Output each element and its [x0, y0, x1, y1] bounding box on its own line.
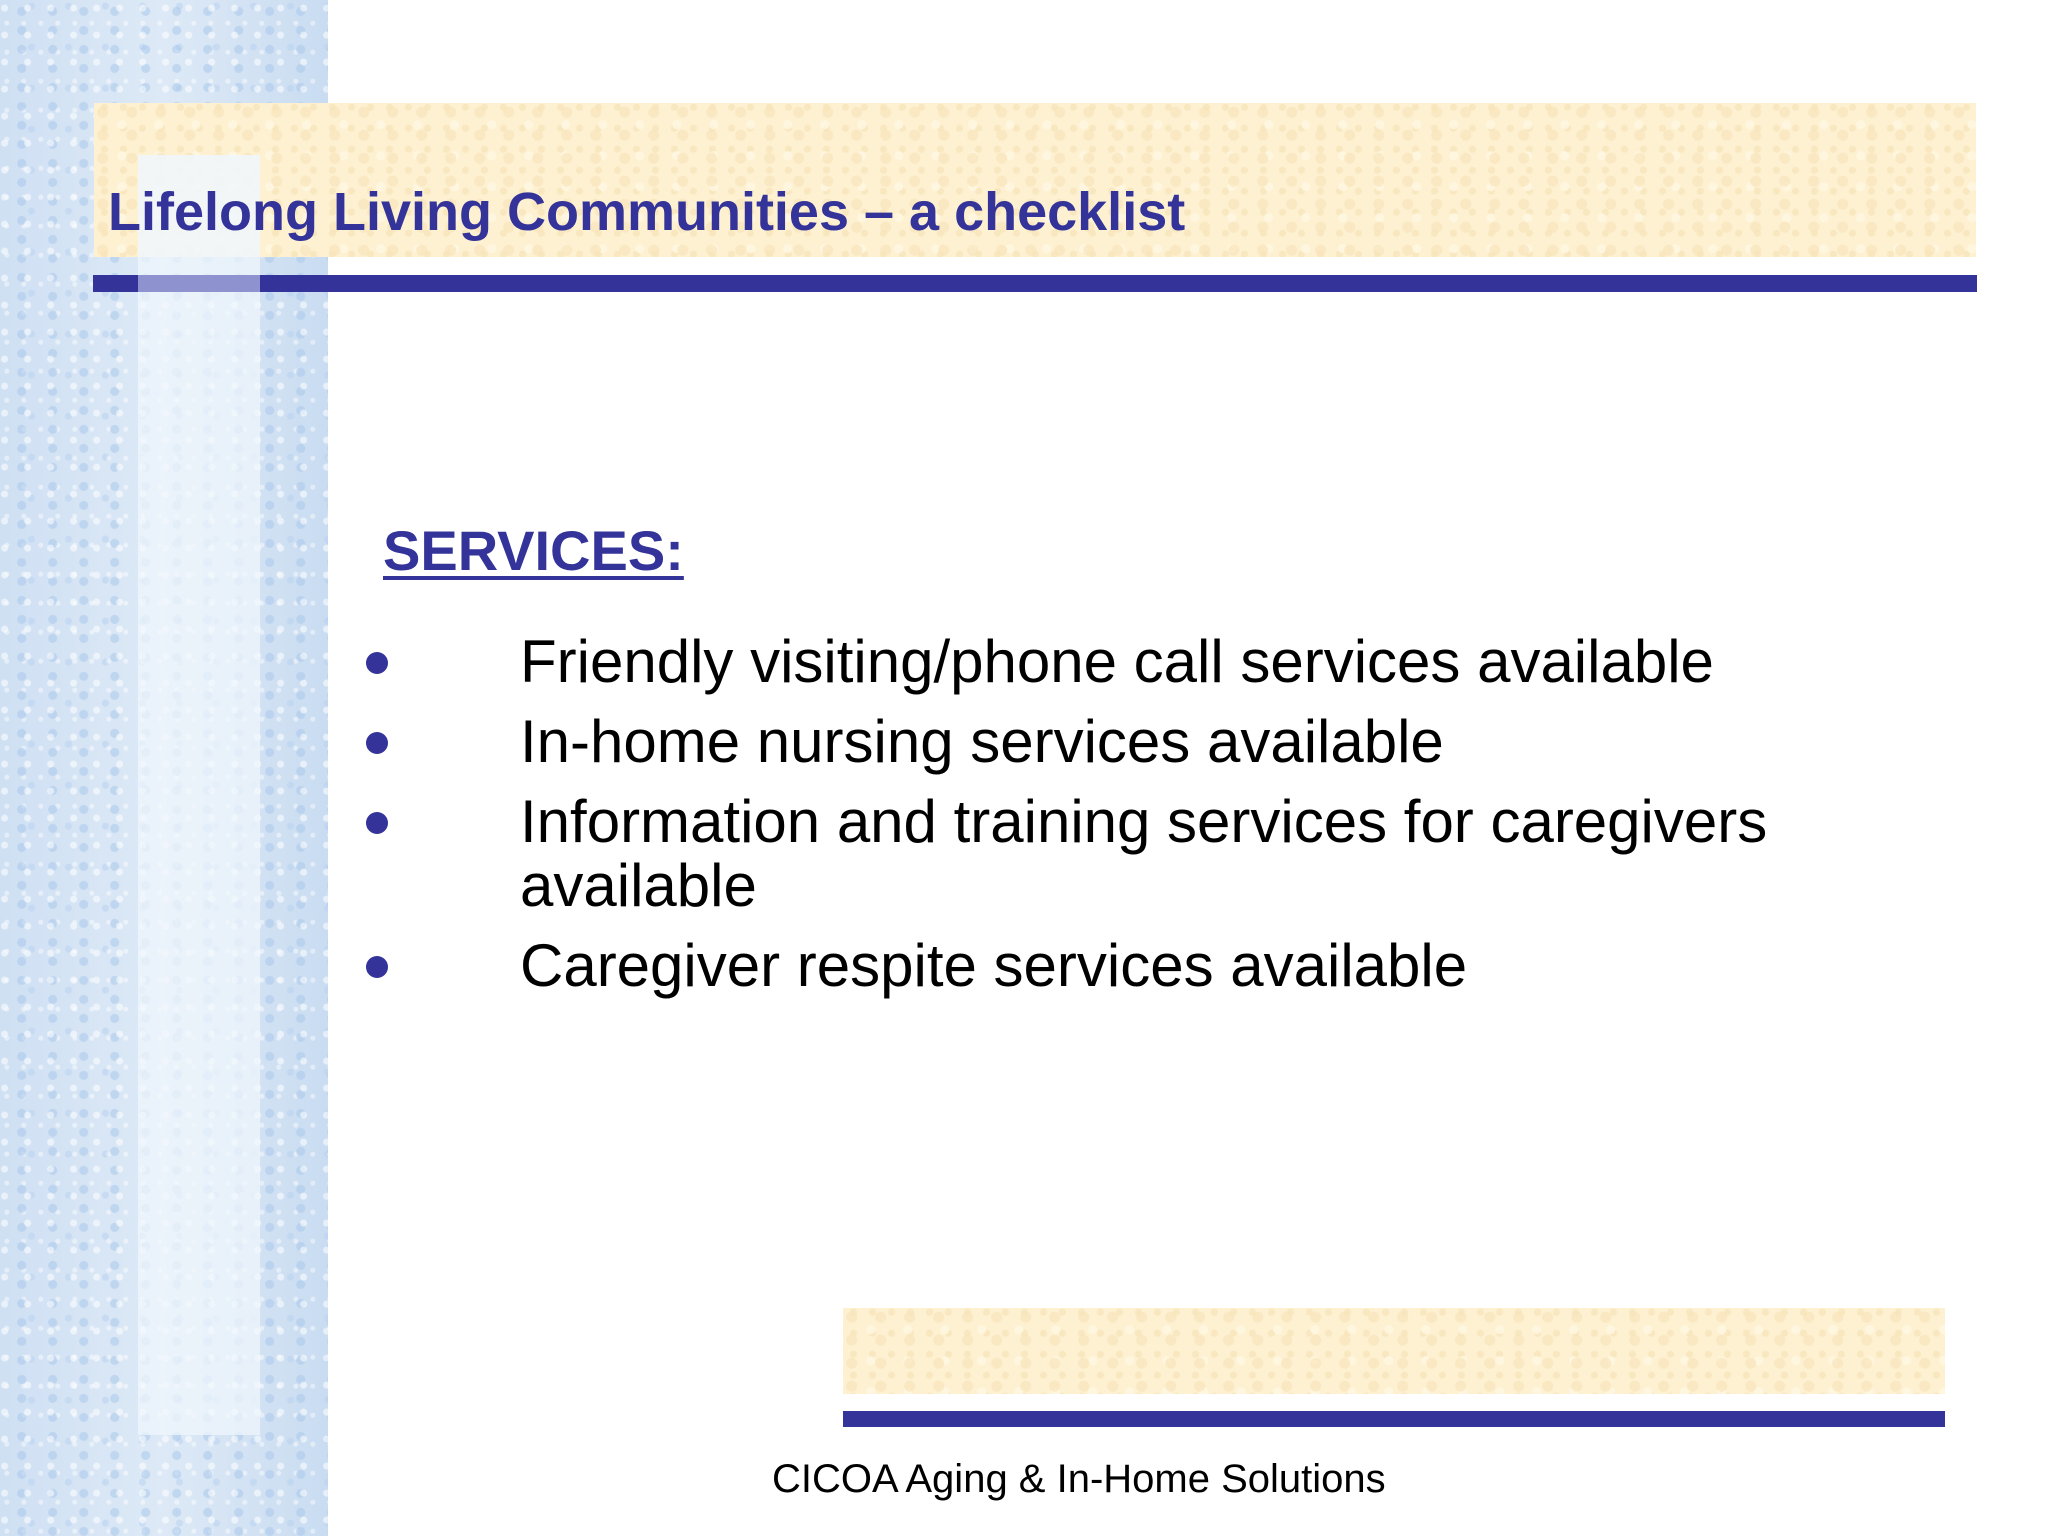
slide-title: Lifelong Living Communities – a checklist — [108, 182, 1186, 242]
list-item — [360, 934, 1960, 998]
list-item-text: In-home nursing services available — [520, 708, 1444, 775]
list-item — [360, 710, 1960, 774]
footer-text: CICOA Aging & In-Home Solutions — [772, 1457, 1386, 1501]
services-list — [360, 630, 1960, 1014]
title-underline-rule — [93, 275, 1977, 292]
list-item — [360, 630, 1960, 694]
bullet-icon — [366, 732, 388, 754]
footer-band — [843, 1308, 1945, 1394]
list-item-text: Information and training services for caregivers available — [520, 788, 1768, 919]
bullet-icon — [366, 812, 388, 834]
list-item-text: Caregiver respite services available — [520, 932, 1468, 999]
left-pale-strip — [138, 155, 260, 1435]
footer-rule — [843, 1411, 1945, 1427]
services-heading: SERVICES: — [383, 519, 684, 582]
title-rule-pale-overlay — [138, 275, 260, 292]
bullet-icon — [366, 956, 388, 978]
bullet-icon — [366, 652, 388, 674]
list-item — [360, 790, 1960, 918]
list-item-text: Friendly visiting/phone call services available — [520, 628, 1714, 695]
